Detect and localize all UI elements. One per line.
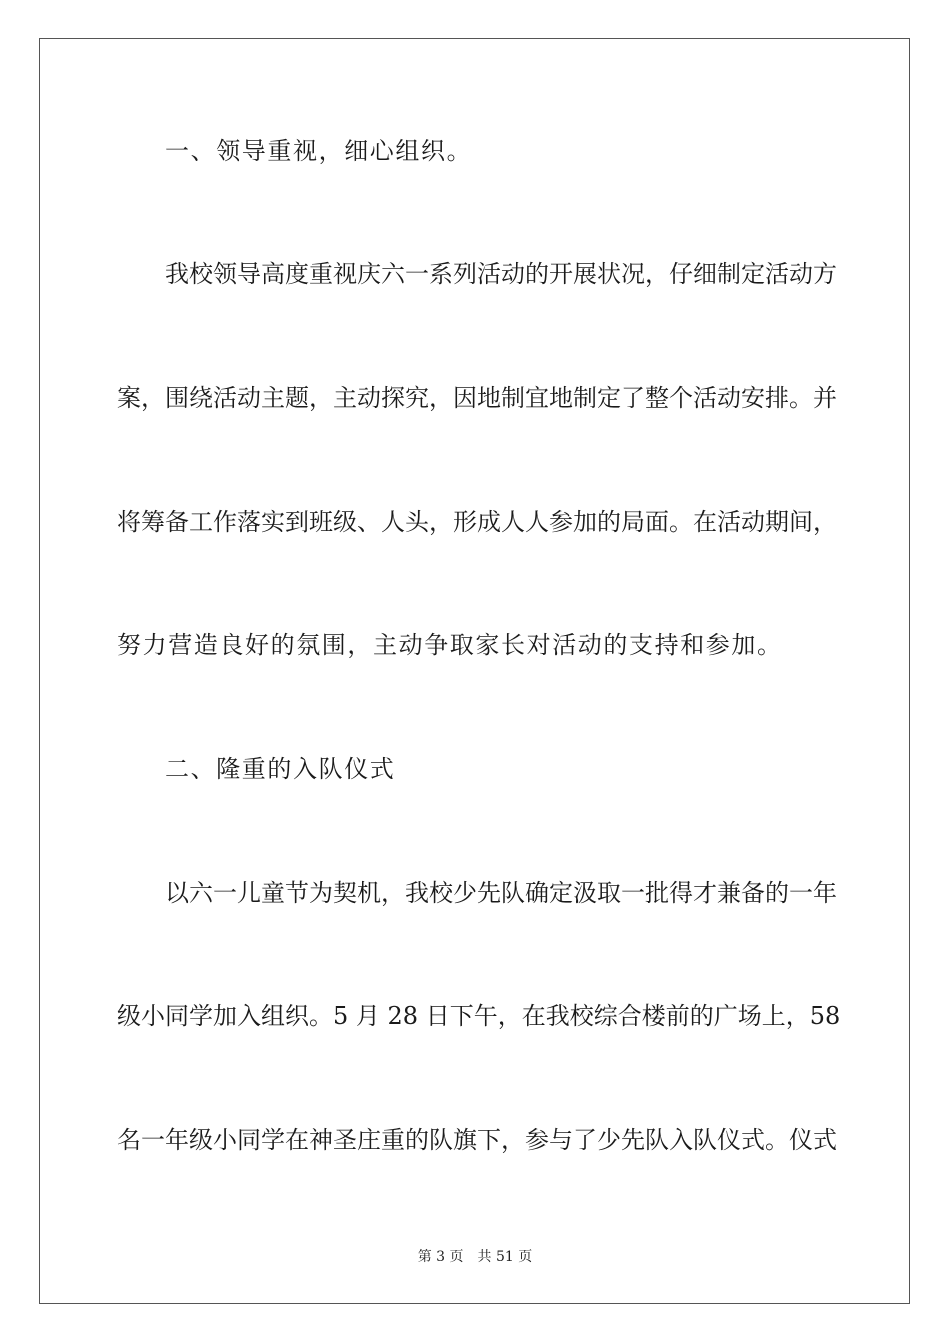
paragraph-line: 级小同学加入组织。5 月 28 日下午，在我校综合楼前的广场上，58 — [117, 1002, 841, 1030]
paragraph-line: 案，围绕活动主题，主动探究，因地制宜地制定了整个活动安排。并 — [117, 384, 837, 412]
section-heading-1: 一、领导重视，细心组织。 — [165, 137, 473, 165]
section-heading-2: 二、隆重的入队仪式 — [165, 755, 396, 783]
paragraph-line: 我校领导高度重视庆六一系列活动的开展状况，仔细制定活动方 — [165, 260, 837, 288]
paragraph-line: 名一年级小同学在神圣庄重的队旗下，参与了少先队入队仪式。仪式 — [117, 1126, 837, 1154]
paragraph-line: 以六一儿童节为契机，我校少先队确定汲取一批得才兼备的一年 — [165, 879, 837, 907]
paragraph-line: 将筹备工作落实到班级、人头，形成人人参加的局面。在活动期间， — [117, 508, 837, 536]
page-number: 第 3 页 — [417, 1249, 464, 1265]
page-footer — [0, 1248, 950, 1266]
page-border — [39, 38, 910, 1304]
paragraph-line: 努力营造良好的氛围，主动争取家长对活动的支持和参加。 — [117, 631, 783, 659]
page-total: 共 51 页 — [477, 1249, 533, 1265]
